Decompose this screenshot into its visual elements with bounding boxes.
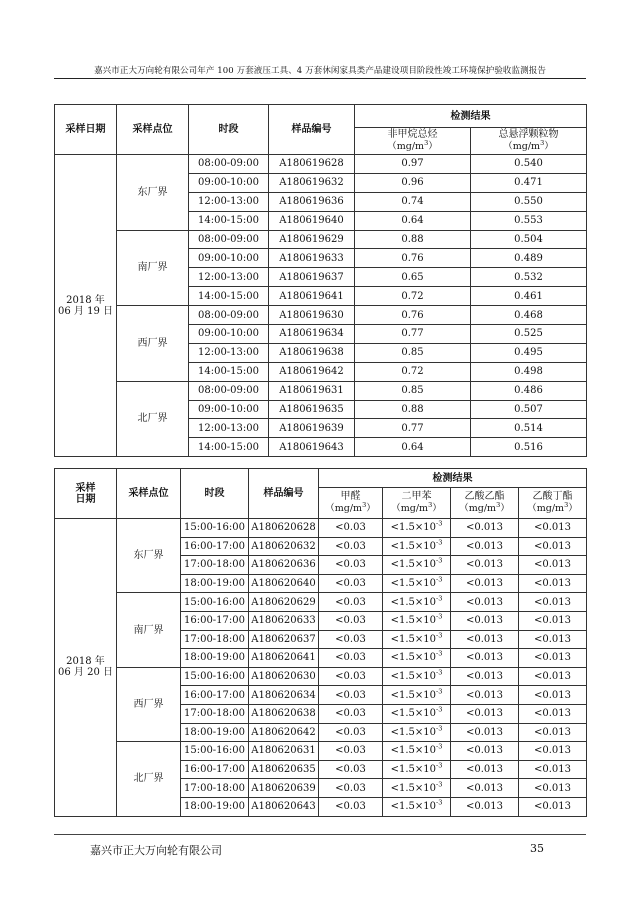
xylene-value-cell	[383, 649, 451, 668]
unit-exponent: 3	[496, 501, 501, 510]
value-cell-v1: 0.74	[355, 192, 471, 211]
header-xylene-unit: $(mg/m^3)$	[391, 501, 442, 515]
time-period-cell: 09:00-10:00	[189, 173, 269, 192]
value-cell-v3: <0.013	[451, 760, 519, 779]
header-sample-id: 样品编号	[249, 469, 319, 519]
sample-id-cell: A180619639	[269, 419, 355, 438]
time-period-cell: 16:00-17:00	[181, 611, 249, 630]
table-row	[55, 593, 587, 612]
xylene-exponent: -3	[436, 575, 443, 584]
sample-id-cell: A180619628	[269, 155, 355, 174]
xylene-value-cell	[383, 630, 451, 649]
value-cell-v2: 0.504	[471, 230, 587, 249]
time-period-cell: 12:00-13:00	[189, 268, 269, 287]
header-date-line1: 采样	[75, 482, 96, 494]
value-cell-v3: <0.013	[451, 574, 519, 593]
xylene-value: <1.5×10	[390, 596, 437, 608]
unit-exponent: 3	[564, 501, 569, 510]
report-header-title: 嘉兴市正大万向轮有限公司年产 100 万套液压工具、4 万套休闲家具类产品建设项目阶段性竣工环境保护验收监测报告	[94, 66, 546, 76]
xylene-exponent: -3	[436, 594, 443, 603]
value-cell-v3: <0.013	[451, 630, 519, 649]
xylene-value: <1.5×10	[390, 764, 437, 776]
time-period-cell: 14:00-15:00	[189, 362, 269, 381]
value-cell-v4: <0.013	[519, 611, 587, 630]
sampling-point-cell: 西厂界	[117, 306, 189, 382]
unit-text: mg/m	[334, 503, 363, 515]
monitoring-table-0620	[54, 468, 587, 817]
sample-id-cell: A180620628	[249, 519, 319, 538]
header-time-period: 时段	[181, 469, 249, 519]
time-period-cell: 18:00-19:00	[181, 574, 249, 593]
value-cell-v4: <0.013	[519, 630, 587, 649]
time-period-cell: 09:00-10:00	[189, 249, 269, 268]
time-period-cell: 16:00-17:00	[181, 537, 249, 556]
value-cell-v2: 0.550	[471, 192, 587, 211]
time-period-cell: 12:00-13:00	[189, 192, 269, 211]
page-number: 35	[530, 842, 544, 855]
value-cell-v4: <0.013	[519, 556, 587, 575]
header-butyl-acetate-label: 乙酸丁酯	[532, 491, 573, 503]
time-period-cell: 18:00-19:00	[181, 649, 249, 668]
xylene-value: <1.5×10	[390, 782, 437, 794]
time-period-cell: 08:00-09:00	[189, 306, 269, 325]
sample-id-cell: A180620630	[249, 667, 319, 686]
time-period-cell: 15:00-16:00	[181, 742, 249, 761]
date-line1: 2018 年	[66, 294, 105, 306]
xylene-value-cell	[383, 797, 451, 816]
value-cell-v1: <0.03	[319, 779, 383, 798]
value-cell-v4: <0.013	[519, 537, 587, 556]
header-sampling-date	[55, 469, 117, 519]
header-nmhc-label: 非甲烷总烃	[387, 129, 438, 141]
value-cell-v1: 0.76	[355, 249, 471, 268]
sampling-date-cell	[55, 519, 117, 817]
value-cell-v2: 0.489	[471, 249, 587, 268]
xylene-exponent: -3	[436, 780, 443, 789]
time-period-cell: 17:00-18:00	[181, 704, 249, 723]
header-tsp-unit: $(mg/m^3)$	[503, 139, 554, 153]
time-period-cell: 16:00-17:00	[181, 760, 249, 779]
value-cell-v1: 0.64	[355, 211, 471, 230]
unit-exponent: 3	[540, 139, 545, 148]
time-period-cell: 17:00-18:00	[181, 630, 249, 649]
xylene-exponent: -3	[436, 631, 443, 640]
value-cell-v4: <0.013	[519, 649, 587, 668]
value-cell-v3: <0.013	[451, 797, 519, 816]
xylene-value-cell	[383, 593, 451, 612]
value-cell-v1: 0.77	[355, 419, 471, 438]
xylene-exponent: -3	[436, 668, 443, 677]
value-cell-v2: 0.525	[471, 325, 587, 344]
time-period-cell: 08:00-09:00	[189, 155, 269, 174]
xylene-exponent: -3	[436, 687, 443, 696]
value-cell-v2: 0.553	[471, 211, 587, 230]
value-cell-v1: <0.03	[319, 574, 383, 593]
xylene-value: <1.5×10	[390, 745, 437, 757]
value-cell-v4: <0.013	[519, 723, 587, 742]
sample-id-cell: A180619638	[269, 343, 355, 362]
xylene-exponent: -3	[436, 538, 443, 547]
header-sampling-point: 采样点位	[117, 469, 181, 519]
value-cell-v1: 0.96	[355, 173, 471, 192]
value-cell-v1: 0.85	[355, 381, 471, 400]
xylene-value: <1.5×10	[390, 540, 437, 552]
value-cell-v2: 0.540	[471, 155, 587, 174]
time-period-cell: 16:00-17:00	[181, 686, 249, 705]
value-cell-v1: <0.03	[319, 649, 383, 668]
table-row	[55, 230, 587, 249]
value-cell-v1: 0.64	[355, 438, 471, 457]
value-cell-v1: 0.65	[355, 268, 471, 287]
sample-id-cell: A180619641	[269, 287, 355, 306]
sample-id-cell: A180619629	[269, 230, 355, 249]
sample-id-cell: A180620629	[249, 593, 319, 612]
monitoring-table-0619	[54, 104, 587, 457]
time-period-cell: 17:00-18:00	[181, 779, 249, 798]
unit-text: mg/m	[396, 141, 425, 153]
value-cell-v1: <0.03	[319, 593, 383, 612]
value-cell-v3: <0.013	[451, 704, 519, 723]
header-nmhc	[355, 128, 471, 155]
xylene-exponent: -3	[436, 612, 443, 621]
sample-id-cell: A180619633	[269, 249, 355, 268]
time-period-cell: 15:00-16:00	[181, 519, 249, 538]
value-cell-v2: 0.516	[471, 438, 587, 457]
value-cell-v1: <0.03	[319, 742, 383, 761]
header-ethyl-acetate-unit: $(mg/m^3)$	[459, 501, 510, 515]
sampling-point-cell: 南厂界	[117, 230, 189, 306]
value-cell-v1: 0.72	[355, 287, 471, 306]
sample-id-cell: A180620642	[249, 723, 319, 742]
time-period-cell: 14:00-15:00	[189, 287, 269, 306]
header-test-results: 检测结果	[355, 105, 587, 128]
table-row	[55, 667, 587, 686]
sample-id-cell: A180619634	[269, 325, 355, 344]
xylene-value: <1.5×10	[390, 633, 437, 645]
value-cell-v1: 0.88	[355, 230, 471, 249]
xylene-value: <1.5×10	[390, 522, 437, 534]
value-cell-v1: <0.03	[319, 760, 383, 779]
value-cell-v1: <0.03	[319, 723, 383, 742]
value-cell-v2: 0.461	[471, 287, 587, 306]
xylene-value-cell	[383, 667, 451, 686]
sample-id-cell: A180620640	[249, 574, 319, 593]
sample-id-cell: A180620636	[249, 556, 319, 575]
sample-id-cell: A180619630	[269, 306, 355, 325]
value-cell-v1: 0.77	[355, 325, 471, 344]
xylene-value-cell	[383, 723, 451, 742]
value-cell-v3: <0.013	[451, 742, 519, 761]
xylene-exponent: -3	[436, 798, 443, 807]
value-cell-v3: <0.013	[451, 667, 519, 686]
value-cell-v1: <0.03	[319, 797, 383, 816]
sample-id-cell: A180620638	[249, 704, 319, 723]
header-xylene	[383, 488, 451, 519]
header-date-line2: 日期	[75, 493, 96, 505]
xylene-exponent: -3	[436, 557, 443, 566]
xylene-value-cell	[383, 686, 451, 705]
value-cell-v3: <0.013	[451, 593, 519, 612]
time-period-cell: 08:00-09:00	[189, 230, 269, 249]
value-cell-v3: <0.013	[451, 779, 519, 798]
value-cell-v3: <0.013	[451, 556, 519, 575]
xylene-exponent: -3	[436, 724, 443, 733]
value-cell-v3: <0.013	[451, 649, 519, 668]
header-time-period: 时段	[189, 105, 269, 155]
time-period-cell: 09:00-10:00	[189, 325, 269, 344]
time-period-cell: 12:00-13:00	[189, 419, 269, 438]
value-cell-v2: 0.471	[471, 173, 587, 192]
table-row	[55, 306, 587, 325]
time-period-cell: 12:00-13:00	[189, 343, 269, 362]
time-period-cell: 18:00-19:00	[181, 723, 249, 742]
sample-id-cell: A180620632	[249, 537, 319, 556]
xylene-value-cell	[383, 779, 451, 798]
value-cell-v1: 0.85	[355, 343, 471, 362]
xylene-exponent: -3	[436, 650, 443, 659]
header-test-results: 检测结果	[319, 469, 587, 488]
sampling-point-cell: 东厂界	[117, 155, 189, 231]
value-cell-v1: <0.03	[319, 611, 383, 630]
sampling-date-cell	[55, 155, 117, 457]
time-period-cell: 15:00-16:00	[181, 593, 249, 612]
unit-text: mg/m	[536, 503, 565, 515]
table-row	[55, 381, 587, 400]
sample-id-cell: A180620639	[249, 779, 319, 798]
value-cell-v4: <0.013	[519, 686, 587, 705]
value-cell-v1: <0.03	[319, 556, 383, 575]
time-period-cell: 14:00-15:00	[189, 438, 269, 457]
xylene-value-cell	[383, 704, 451, 723]
header-tsp-label: 总悬浮颗粒物	[498, 129, 559, 141]
time-period-cell: 14:00-15:00	[189, 211, 269, 230]
time-period-cell: 18:00-19:00	[181, 797, 249, 816]
sample-id-cell: A180619640	[269, 211, 355, 230]
sample-id-cell: A180619632	[269, 173, 355, 192]
value-cell-v1: <0.03	[319, 537, 383, 556]
sampling-point-cell: 南厂界	[117, 593, 181, 667]
time-period-cell: 15:00-16:00	[181, 667, 249, 686]
sample-id-cell: A180620635	[249, 760, 319, 779]
header-butyl-acetate	[519, 488, 587, 519]
table-row	[55, 742, 587, 761]
value-cell-v2: 0.486	[471, 381, 587, 400]
xylene-value: <1.5×10	[390, 559, 437, 571]
sample-id-cell: A180620634	[249, 686, 319, 705]
value-cell-v4: <0.013	[519, 593, 587, 612]
unit-exponent: 3	[424, 139, 429, 148]
xylene-value: <1.5×10	[390, 708, 437, 720]
value-cell-v4: <0.013	[519, 760, 587, 779]
header-sample-id: 样品编号	[269, 105, 355, 155]
xylene-value: <1.5×10	[390, 726, 437, 738]
date-line2: 06 月 19 日	[58, 305, 113, 317]
footer-rule	[54, 834, 586, 835]
sample-id-cell: A180620643	[249, 797, 319, 816]
sampling-point-cell: 北厂界	[117, 742, 181, 816]
value-cell-v1: 0.88	[355, 400, 471, 419]
unit-exponent: 3	[428, 501, 433, 510]
value-cell-v4: <0.013	[519, 574, 587, 593]
unit-text: mg/m	[512, 141, 541, 153]
xylene-value-cell	[383, 574, 451, 593]
time-period-cell: 08:00-09:00	[189, 381, 269, 400]
xylene-value: <1.5×10	[390, 801, 437, 813]
header-formaldehyde-unit: $(mg/m^3)$	[325, 501, 376, 515]
xylene-value-cell	[383, 611, 451, 630]
header-ethyl-acetate-label: 乙酸乙酯	[464, 491, 505, 503]
xylene-value-cell	[383, 760, 451, 779]
value-cell-v4: <0.013	[519, 742, 587, 761]
sample-id-cell: A180619643	[269, 438, 355, 457]
xylene-value: <1.5×10	[390, 689, 437, 701]
sample-id-cell: A180619631	[269, 381, 355, 400]
value-cell-v2: 0.507	[471, 400, 587, 419]
xylene-value: <1.5×10	[390, 578, 437, 590]
header-xylene-label: 二甲苯	[401, 491, 432, 503]
xylene-value-cell	[383, 519, 451, 538]
value-cell-v1: <0.03	[319, 519, 383, 538]
value-cell-v3: <0.013	[451, 686, 519, 705]
value-cell-v4: <0.013	[519, 667, 587, 686]
table-row	[55, 155, 587, 174]
value-cell-v1: <0.03	[319, 686, 383, 705]
unit-text: mg/m	[400, 503, 429, 515]
sample-id-cell: A180619635	[269, 400, 355, 419]
value-cell-v1: <0.03	[319, 630, 383, 649]
header-ethyl-acetate	[451, 488, 519, 519]
header-sampling-date: 采样日期	[55, 105, 117, 155]
value-cell-v1: <0.03	[319, 704, 383, 723]
sample-id-cell: A180619637	[269, 268, 355, 287]
sample-id-cell: A180620637	[249, 630, 319, 649]
xylene-exponent: -3	[436, 519, 443, 528]
value-cell-v2: 0.468	[471, 306, 587, 325]
value-cell-v4: <0.013	[519, 704, 587, 723]
value-cell-v1: 0.97	[355, 155, 471, 174]
sample-id-cell: A180619642	[269, 362, 355, 381]
header-formaldehyde	[319, 488, 383, 519]
header-tsp	[471, 128, 587, 155]
table-row	[55, 519, 587, 538]
sampling-point-cell: 北厂界	[117, 381, 189, 457]
value-cell-v4: <0.013	[519, 797, 587, 816]
value-cell-v3: <0.013	[451, 537, 519, 556]
unit-text: mg/m	[468, 503, 497, 515]
header-nmhc-unit: $(mg/m^3)$	[387, 139, 438, 153]
header-rule	[54, 78, 586, 79]
value-cell-v1: 0.76	[355, 306, 471, 325]
header-formaldehyde-label: 甲醛	[340, 491, 361, 503]
sampling-point-cell: 东厂界	[117, 519, 181, 593]
date-line1: 2018 年	[66, 656, 105, 668]
sample-id-cell: A180620641	[249, 649, 319, 668]
header-sampling-point: 采样点位	[117, 105, 189, 155]
value-cell-v3: <0.013	[451, 611, 519, 630]
value-cell-v4: <0.013	[519, 779, 587, 798]
sample-id-cell: A180619636	[269, 192, 355, 211]
value-cell-v1: <0.03	[319, 667, 383, 686]
value-cell-v2: 0.532	[471, 268, 587, 287]
value-cell-v2: 0.495	[471, 343, 587, 362]
value-cell-v3: <0.013	[451, 723, 519, 742]
time-period-cell: 09:00-10:00	[189, 400, 269, 419]
unit-exponent: 3	[362, 501, 367, 510]
xylene-value: <1.5×10	[390, 615, 437, 627]
sample-id-cell: A180620631	[249, 742, 319, 761]
value-cell-v2: 0.514	[471, 419, 587, 438]
header-butyl-acetate-unit: $(mg/m^3)$	[527, 501, 578, 515]
xylene-value-cell	[383, 556, 451, 575]
date-line2: 06 月 20 日	[58, 667, 113, 679]
value-cell-v3: <0.013	[451, 519, 519, 538]
xylene-value-cell	[383, 537, 451, 556]
xylene-exponent: -3	[436, 761, 443, 770]
value-cell-v4: <0.013	[519, 519, 587, 538]
footer-company: 嘉兴市正大万向轮有限公司	[90, 844, 222, 857]
xylene-exponent: -3	[436, 705, 443, 714]
value-cell-v1: 0.72	[355, 362, 471, 381]
sampling-point-cell: 西厂界	[117, 667, 181, 741]
xylene-value: <1.5×10	[390, 671, 437, 683]
sample-id-cell: A180620633	[249, 611, 319, 630]
time-period-cell: 17:00-18:00	[181, 556, 249, 575]
xylene-exponent: -3	[436, 743, 443, 752]
value-cell-v2: 0.498	[471, 362, 587, 381]
xylene-value: <1.5×10	[390, 652, 437, 664]
xylene-value-cell	[383, 742, 451, 761]
